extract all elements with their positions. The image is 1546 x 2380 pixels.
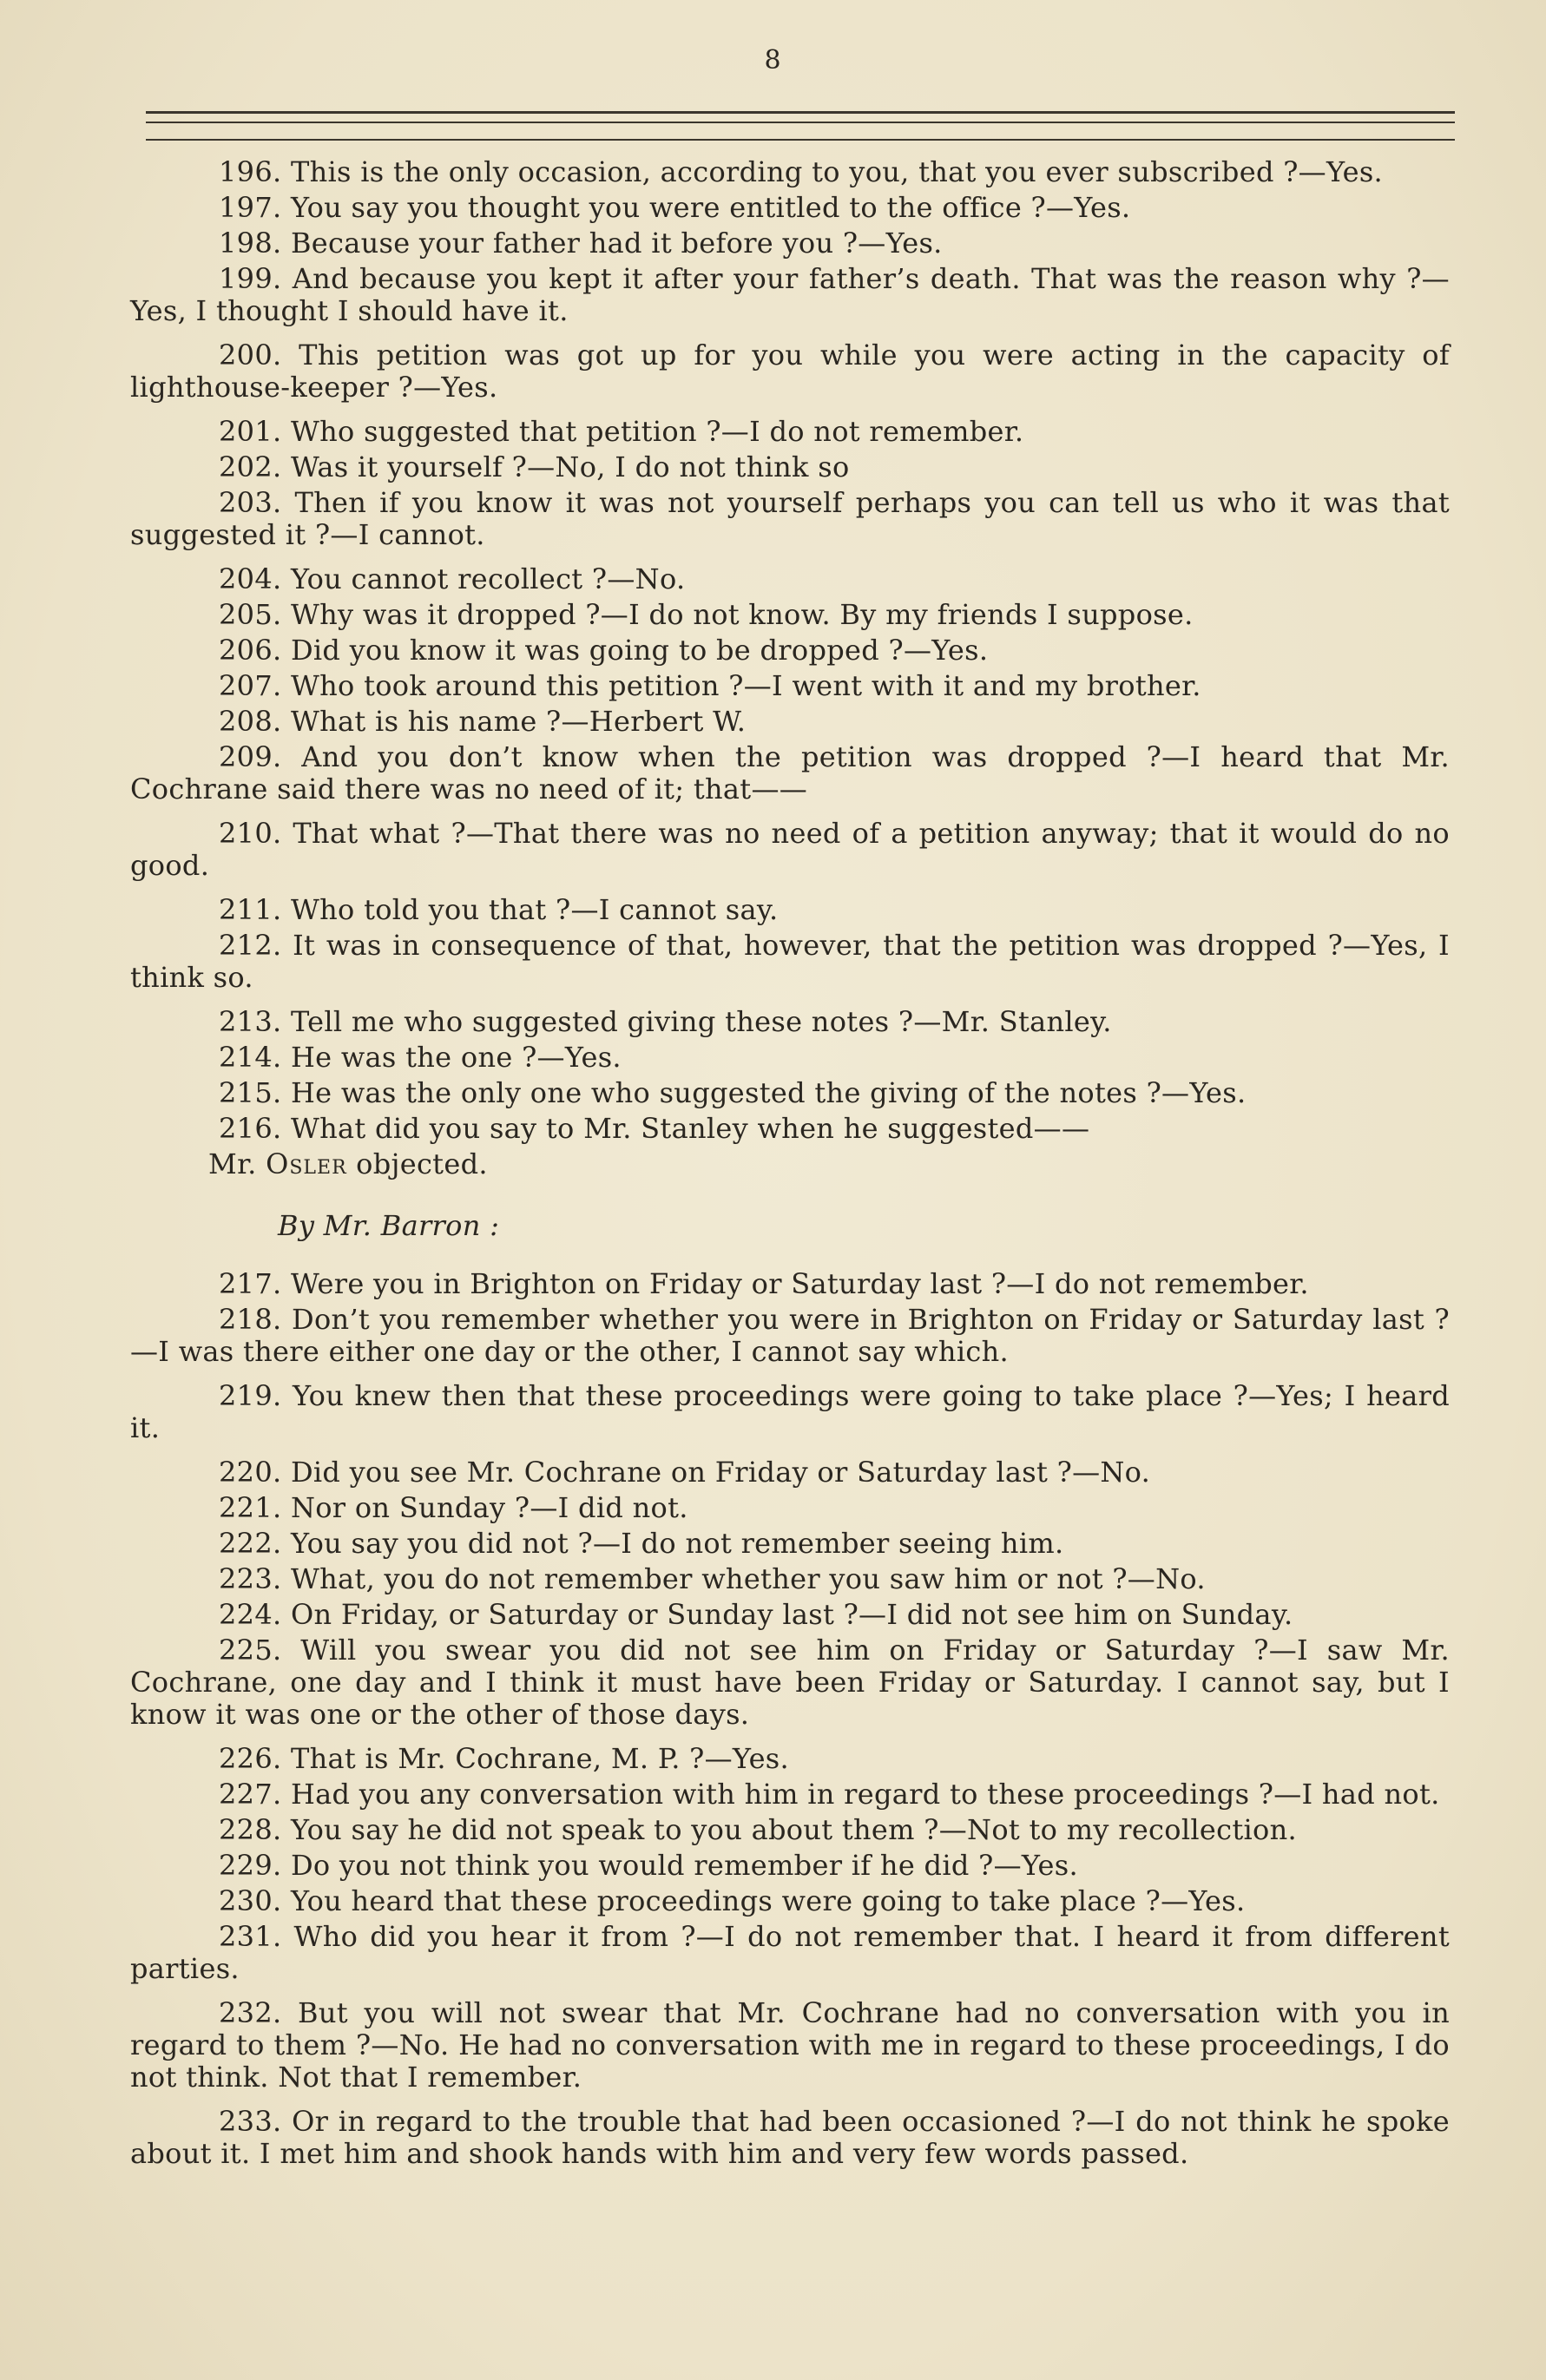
testimony-paragraph: [130, 1042, 1450, 1074]
testimony-paragraph: [130, 634, 1450, 667]
testimony-body: [130, 156, 1450, 2182]
testimony-paragraph: [130, 741, 1450, 805]
question-number: 215.: [219, 1076, 282, 1109]
question-number: 231.: [219, 1920, 282, 1953]
header-rule-middle: [146, 122, 1455, 123]
question-number: 203.: [219, 486, 282, 519]
question-number: 201.: [219, 415, 282, 448]
question-number: 200.: [219, 339, 282, 371]
question-number: 226.: [219, 1742, 282, 1775]
testimony-paragraph: [130, 1528, 1450, 1560]
question-number: 199.: [219, 262, 282, 295]
question-number: 207.: [219, 669, 282, 702]
testimony-paragraph: [130, 818, 1450, 882]
question-number: 219.: [219, 1379, 282, 1412]
testimony-paragraph: [130, 1850, 1450, 1882]
question-text: This is the only occasion, according to you, that you ever subscribed ?—Yes.: [290, 155, 1384, 188]
question-text: Will you swear you did not see him on Friday or Saturday ?—I saw Mr. Cochrane, one day and I think it must have been Friday or Saturday. I cannot say, but I know it was one or the other of those days.: [130, 1634, 1450, 1731]
testimony-paragraph: [130, 930, 1450, 994]
question-number: 223.: [219, 1562, 282, 1595]
question-number: 229.: [219, 1849, 282, 1882]
testimony-paragraph: [130, 339, 1450, 404]
question-number: 232.: [219, 1996, 282, 2029]
testimony-paragraph: [130, 1997, 1450, 2094]
question-text: You cannot recollect ?—No.: [290, 562, 686, 595]
question-text: Don’t you remember whether you were in Brighton on Friday or Saturday last ?—I was there either one day or the other, I cannot say which.: [130, 1303, 1450, 1368]
question-number: 216.: [219, 1112, 282, 1145]
question-text: That what ?—That there was no need of a petition anyway; that it would do no good.: [130, 817, 1450, 882]
question-number: 214.: [219, 1041, 282, 1074]
objection-prefix: Mr.: [208, 1147, 257, 1180]
question-text: What, you do not remember whether you saw him or not ?—No.: [290, 1562, 1206, 1595]
question-number: 208.: [219, 705, 282, 738]
testimony-paragraph: [130, 706, 1450, 738]
question-text: It was in consequence of that, however, that the petition was dropped ?—Yes, I think so.: [130, 929, 1450, 994]
testimony-group-a: [130, 156, 1450, 1145]
objection-name: Osler: [266, 1147, 347, 1180]
question-text: Then if you know it was not yourself perhaps you can tell us who it was that suggested it ?—I cannot.: [130, 486, 1450, 551]
testimony-paragraph: [130, 451, 1450, 483]
question-number: 228.: [219, 1813, 282, 1846]
testimony-paragraph: [130, 1563, 1450, 1595]
testimony-paragraph: [130, 156, 1450, 188]
question-number: 212.: [219, 929, 282, 962]
question-number: 198.: [219, 227, 282, 260]
header-rule-bottom: [146, 139, 1455, 141]
section-heading: By Mr. Barron :: [278, 1209, 500, 1242]
question-number: 204.: [219, 562, 282, 595]
question-text: Who did you hear it from ?—I do not remember that. I heard it from different parties.: [130, 1920, 1450, 1985]
testimony-paragraph: [130, 1921, 1450, 1985]
question-text: Tell me who suggested giving these notes ?—Mr. Stanley.: [290, 1005, 1112, 1038]
question-text: But you will not swear that Mr. Cochrane had no conversation with you in regard to them ?—No. He had no conversation with me in regard to these proceedings, I do not think. Not that I remember.: [130, 1996, 1450, 2094]
question-text: Do you not think you would remember if he did ?—Yes.: [290, 1849, 1078, 1882]
question-text: Was it yourself ?—No, I do not think so: [290, 450, 850, 483]
testimony-paragraph: [130, 1006, 1450, 1038]
testimony-group-b: [130, 1268, 1450, 2170]
question-number: 202.: [219, 450, 282, 483]
question-number: 217.: [219, 1267, 282, 1300]
testimony-paragraph: [130, 416, 1450, 448]
question-number: 230.: [219, 1884, 282, 1917]
testimony-paragraph: [130, 1380, 1450, 1444]
question-text: Were you in Brighton on Friday or Saturday last ?—I do not remember.: [290, 1267, 1309, 1300]
question-text: And you don’t know when the petition was dropped ?—I heard that Mr. Cochrane said there was no need of it; that——: [130, 740, 1450, 805]
testimony-paragraph: [130, 1304, 1450, 1368]
testimony-paragraph: [130, 1814, 1450, 1846]
question-number: 225.: [219, 1634, 282, 1667]
testimony-paragraph: [130, 227, 1450, 260]
testimony-paragraph: [130, 1599, 1450, 1631]
testimony-paragraph: [130, 894, 1450, 926]
objection-suffix: objected.: [356, 1147, 488, 1180]
question-number: 206.: [219, 634, 282, 667]
testimony-paragraph: [130, 263, 1450, 327]
question-text: This petition was got up for you while you were acting in the capacity of lighthouse-keeper ?—Yes.: [130, 339, 1450, 404]
testimony-paragraph: [130, 1077, 1450, 1109]
objection-line: [130, 1148, 1450, 1180]
question-text: What did you say to Mr. Stanley when he suggested——: [290, 1112, 1090, 1145]
question-text: You say you did not ?—I do not remember seeing him.: [290, 1527, 1064, 1560]
question-text: And because you kept it after your father’s death. That was the reason why ?—Yes, I thought I should have it.: [130, 262, 1450, 327]
testimony-paragraph: [130, 2106, 1450, 2170]
question-text: Who told you that ?—I cannot say.: [290, 893, 779, 926]
question-number: 227.: [219, 1778, 282, 1811]
question-text: That is Mr. Cochrane, M. P. ?—Yes.: [290, 1742, 789, 1775]
question-number: 220.: [219, 1456, 282, 1489]
question-number: 218.: [219, 1303, 282, 1336]
question-text: Because your father had it before you ?—Yes.: [290, 227, 943, 260]
testimony-paragraph: [130, 1885, 1450, 1917]
question-number: 209.: [219, 740, 282, 773]
question-number: 224.: [219, 1598, 282, 1631]
question-text: You knew then that these proceedings were going to take place ?—Yes; I heard it.: [130, 1379, 1450, 1444]
question-number: 211.: [219, 893, 282, 926]
page-number: 8: [764, 45, 782, 76]
question-text: On Friday, or Saturday or Sunday last ?—I did not see him on Sunday.: [290, 1598, 1293, 1631]
testimony-paragraph: [130, 599, 1450, 631]
testimony-paragraph: [130, 1456, 1450, 1489]
testimony-paragraph: [130, 1634, 1450, 1731]
question-text: He was the only one who suggested the giving of the notes ?—Yes.: [290, 1076, 1247, 1109]
question-text: Nor on Sunday ?—I did not.: [290, 1491, 688, 1524]
question-text: What is his name ?—Herbert W.: [290, 705, 747, 738]
question-number: 210.: [219, 817, 282, 850]
question-text: You heard that these proceedings were going to take place ?—Yes.: [290, 1884, 1246, 1917]
question-number: 213.: [219, 1005, 282, 1038]
question-number: 205.: [219, 598, 282, 631]
question-number: 221.: [219, 1491, 282, 1524]
question-text: Or in regard to the trouble that had been occasioned ?—I do not think he spoke about it. I met him and shook hands with him and very few words passed.: [130, 2105, 1450, 2170]
testimony-paragraph: [130, 487, 1450, 551]
question-text: Why was it dropped ?—I do not know. By my friends I suppose.: [290, 598, 1194, 631]
question-number: 196.: [219, 155, 282, 188]
testimony-paragraph: [130, 1743, 1450, 1775]
testimony-paragraph: [130, 1492, 1450, 1524]
testimony-paragraph: [130, 192, 1450, 224]
question-number: 197.: [219, 191, 282, 224]
question-text: Who suggested that petition ?—I do not remember.: [290, 415, 1024, 448]
question-text: You say he did not speak to you about them ?—Not to my recollection.: [290, 1813, 1298, 1846]
question-text: He was the one ?—Yes.: [290, 1041, 622, 1074]
testimony-paragraph: [130, 670, 1450, 702]
testimony-paragraph: [130, 1268, 1450, 1300]
question-number: 233.: [219, 2105, 282, 2138]
question-number: 222.: [219, 1527, 282, 1560]
question-text: Did you know it was going to be dropped ?—Yes.: [290, 634, 989, 667]
testimony-paragraph: [130, 563, 1450, 595]
testimony-paragraph: [130, 1113, 1450, 1145]
testimony-paragraph: [130, 1778, 1450, 1811]
question-text: Who took around this petition ?—I went with it and my brother.: [290, 669, 1201, 702]
header-rule-top: [146, 111, 1455, 114]
question-text: You say you thought you were entitled to the office ?—Yes.: [290, 191, 1131, 224]
question-text: Had you any conversation with him in regard to these proceedings ?—I had not.: [290, 1778, 1440, 1811]
question-text: Did you see Mr. Cochrane on Friday or Saturday last ?—No.: [290, 1456, 1151, 1489]
